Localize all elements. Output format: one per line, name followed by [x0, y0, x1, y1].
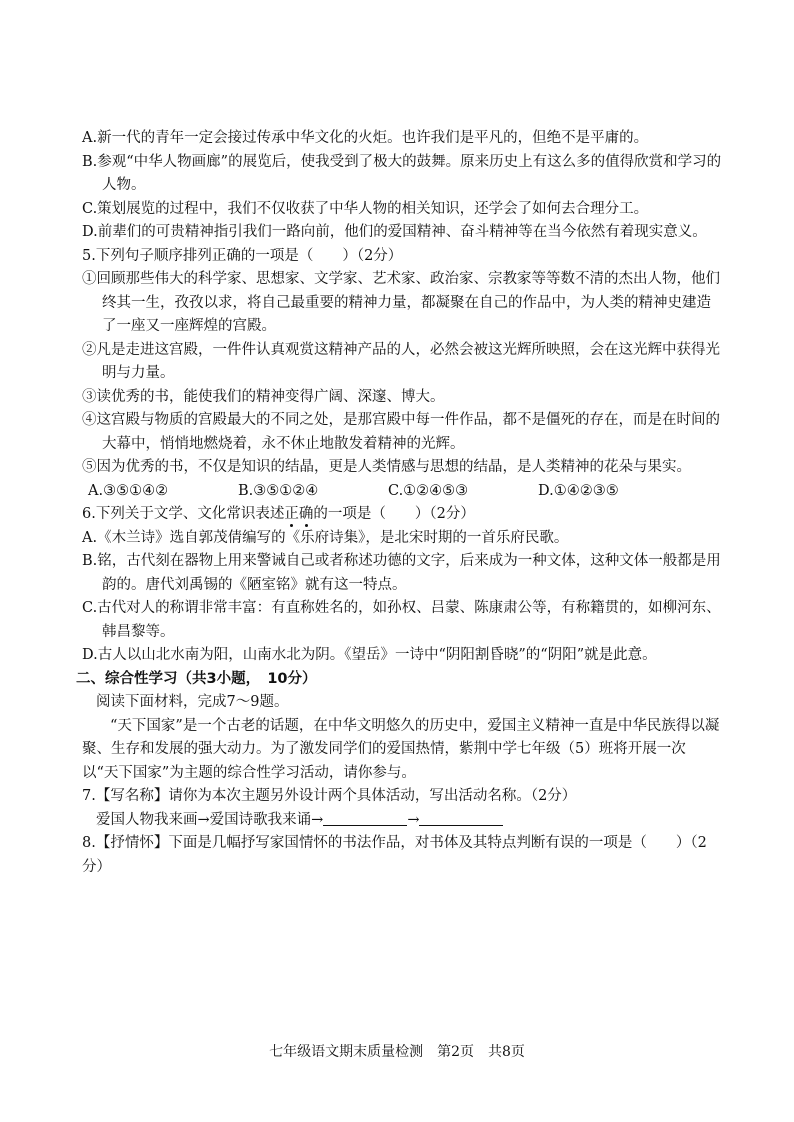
answer-blank-1[interactable]	[323, 809, 407, 826]
q6-option-d: D.古人以山北水南为阳，山南水北为阴。《望岳》一诗中“阴阳割昏晓”的“阴阳”就是此意。	[82, 647, 657, 663]
q6-option-c: C.古代对人的称谓非常丰富：有直称姓名的，如孙权、吕蒙、陈康肃公等，有称籍贯的，如柳河东、韩昌黎等。	[82, 600, 721, 640]
q8-stem: 8.【抒情怀】下面是几幅抒写家国情怀的书法作品，对书体及其特点判断有误的一项是（ ）（2分）	[82, 835, 707, 875]
q5-option-c: C.①②④⑤③	[388, 482, 469, 499]
question-7	[82, 785, 722, 832]
emphasis-dot-char: 确	[298, 506, 314, 522]
q4-options	[82, 127, 722, 245]
answer-blank-2[interactable]	[419, 809, 503, 826]
q5-sentence-5: ⑤因为优秀的书，不仅是知识的结晶，更是人类情感与思想的结晶，是人类精神的花朵与果实。	[82, 459, 691, 475]
q4-option-d: D.前辈们的可贵精神指引我们一路向前，他们的爱国精神、奋斗精神等在当今依然有着现实意义。	[82, 224, 707, 240]
section-2	[76, 668, 722, 786]
q5-sentence-4: ④这宫殿与物质的宫殿最大的不同之处，是那宫殿中每一件作品，都不是僵死的存在，而是在时间的大幕中，悄悄地燃烧着，永不休止地散发着精神的光辉。	[82, 412, 720, 452]
section-2-material: “天下国家”是一个古老的话题，在中华文明悠久的历史中，爱国主义精神一直是中华民族得以凝聚、生存和发展的强大动力。为了激发同学们的爱国热情，紫荆中学七年级（5）班将开展一次以“天下国家”为主题的综合性学习活动，请你参与。	[82, 717, 720, 781]
q4-option-b: B.参观“中华人物画廊”的展览后，使我受到了极大的鼓舞。原来历史上有这么多的值得欣赏和学习的人物。	[82, 153, 722, 193]
section-2-instruction: 阅读下面材料，完成7～9题。	[96, 694, 289, 710]
q6-option-b: B.铭，古代刻在器物上用来警诫自己或者称述功德的文字，后来成为一种文体，这种文体一般都是用韵的。唐代刘禹锡的《陋室铭》就有这一特点。	[82, 553, 721, 593]
page-footer: 七年级语文期末质量检测 第2页 共8页	[269, 1044, 525, 1060]
q5-sentence-1: ①回顾那些伟大的科学家、思想家、文学家、艺术家、政治家、宗教家等等数不清的杰出人物，他们终其一生，孜孜以求，将自己最重要的精神力量，都凝聚在自己的作品中，为人类的精神史建造了一座又一座辉煌的宫殿。	[82, 271, 720, 334]
q6-option-a: A.《木兰诗》选自郭茂倩编写的《乐府诗集》，是北宋时期的一首乐府民歌。	[82, 529, 569, 546]
page-content	[76, 127, 722, 879]
question-6	[82, 503, 722, 668]
question-5	[82, 245, 722, 504]
q5-option-b: B.③⑤①②④	[238, 482, 319, 499]
q4-option-c: C.策划展览的过程中，我们不仅收获了中华人物的相关知识，还学会了如何去合理分工。	[82, 200, 649, 217]
question-8	[82, 832, 722, 879]
emphasis-dot-char: 正	[284, 506, 299, 522]
q4-option-a: A.新一代的青年一定会接过传承中华文化的火炬。也许我们是平凡的，但绝不是平庸的。	[82, 130, 649, 146]
q5-option-d: D.①④②③⑤	[538, 482, 619, 499]
q7-stem: 7.【写名称】请你为本次主题另外设计两个具体活动，写出活动名称。（2分）	[82, 788, 577, 804]
q5-option-a: A.③⑤①④②	[88, 482, 169, 499]
q5-stem: 5.下列句子顺序排列正确的一项是（ ）（2分）	[82, 247, 403, 264]
section-2-title: 二、综合性学习（共3小题， 10分）	[76, 670, 317, 687]
q5-sentence-2: ②凡是走进这宫殿，一件件认真观赏这精神产品的人，必然会被这光辉所映照，会在这光辉中获得光明与力量。	[82, 341, 720, 381]
q6-stem: 6.下列关于文学、文化常识表述正确的一项是（ ）（2分）	[82, 506, 475, 522]
q7-answer-line: 爱国人物我来画→爱国诗歌我来诵→ →	[82, 809, 722, 833]
q5-options	[82, 480, 722, 504]
q5-sentence-3: ③读优秀的书，能使我们的精神变得广阔、深邃、博大。	[82, 388, 445, 405]
